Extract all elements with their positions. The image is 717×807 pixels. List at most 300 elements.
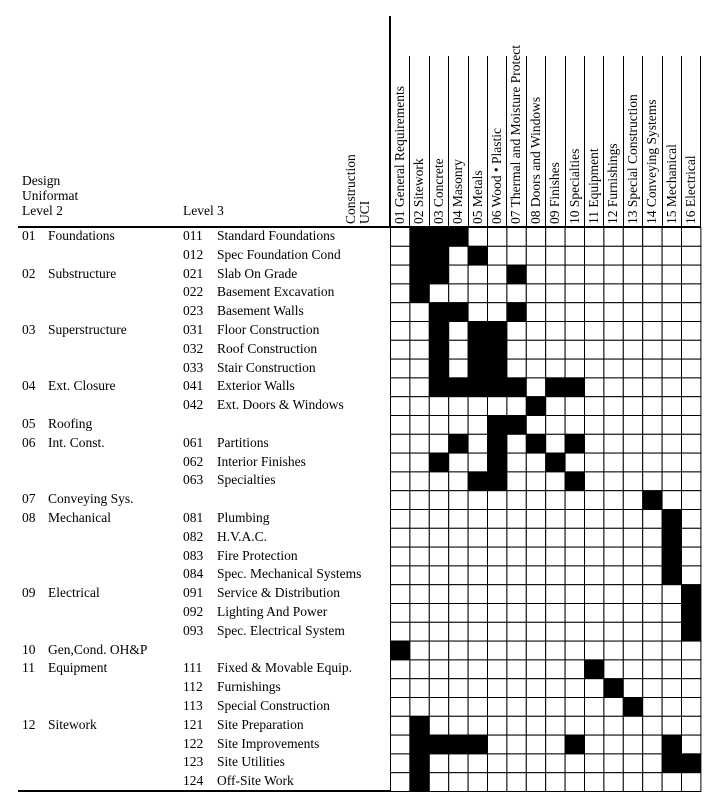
table-row bbox=[0, 377, 390, 396]
matrix-cell-empty bbox=[682, 322, 701, 341]
matrix-cell-empty bbox=[546, 416, 565, 435]
header-column-rule bbox=[506, 56, 507, 228]
matrix-cell-empty bbox=[585, 754, 604, 773]
matrix-cell-empty bbox=[682, 528, 701, 547]
matrix-cell-empty bbox=[507, 472, 526, 491]
matrix-cell-empty bbox=[488, 679, 507, 698]
matrix-cell-empty bbox=[507, 340, 526, 359]
matrix-cell-empty bbox=[546, 754, 565, 773]
matrix-cell-empty bbox=[526, 359, 545, 378]
matrix-cell-empty bbox=[526, 547, 545, 566]
matrix-cell-empty bbox=[488, 754, 507, 773]
matrix-cell-filled bbox=[623, 698, 642, 717]
matrix-cell-filled bbox=[410, 735, 429, 754]
matrix-cell-empty bbox=[604, 434, 623, 453]
matrix-cell-empty bbox=[682, 265, 701, 284]
matrix-cell-empty bbox=[623, 566, 642, 585]
matrix-cell-filled bbox=[429, 322, 448, 341]
matrix-cell-empty bbox=[662, 416, 681, 435]
matrix-cell-empty bbox=[546, 434, 565, 453]
matrix-cell-empty bbox=[585, 246, 604, 265]
matrix-cell-empty bbox=[526, 246, 545, 265]
header-column-rule bbox=[545, 56, 546, 228]
matrix-cell-empty bbox=[468, 566, 487, 585]
matrix-cell-empty bbox=[546, 735, 565, 754]
matrix-cell-empty bbox=[565, 284, 584, 303]
level2-name: Roofing bbox=[48, 416, 93, 431]
matrix-cell-empty bbox=[391, 265, 410, 284]
level3-code: 021 bbox=[183, 265, 204, 281]
level3-name: Special Construction bbox=[217, 698, 330, 713]
matrix-cell-empty bbox=[662, 265, 681, 284]
matrix-cell-empty bbox=[565, 754, 584, 773]
matrix-cell-filled bbox=[410, 228, 429, 247]
matrix-cell-empty bbox=[546, 566, 565, 585]
matrix-cell-empty bbox=[565, 416, 584, 435]
matrix-cell-filled bbox=[682, 622, 701, 641]
matrix-cell-empty bbox=[507, 716, 526, 735]
matrix-cell-empty bbox=[682, 228, 701, 247]
matrix-cell-filled bbox=[546, 378, 565, 397]
level3-code: 012 bbox=[183, 246, 204, 262]
matrix-cell-empty bbox=[391, 303, 410, 322]
table-row bbox=[0, 735, 390, 754]
level3-name: Spec. Mechanical Systems bbox=[217, 566, 362, 582]
matrix-cell-empty bbox=[643, 472, 662, 491]
matrix-cell-empty bbox=[662, 679, 681, 698]
matrix-cell-empty bbox=[682, 491, 701, 510]
matrix-cell-empty bbox=[623, 359, 642, 378]
matrix-cell-empty bbox=[662, 359, 681, 378]
matrix-cell-empty bbox=[623, 340, 642, 359]
matrix-cell-empty bbox=[526, 660, 545, 679]
matrix-cell-empty bbox=[565, 246, 584, 265]
matrix-cell-empty bbox=[604, 698, 623, 717]
column-header-9: 09 Finishes bbox=[547, 162, 563, 224]
matrix-cell-empty bbox=[526, 416, 545, 435]
matrix-cell-filled bbox=[468, 246, 487, 265]
matrix-cell-empty bbox=[565, 604, 584, 623]
matrix-cell-filled bbox=[488, 322, 507, 341]
matrix-cell-empty bbox=[468, 265, 487, 284]
matrix-cell-empty bbox=[643, 246, 662, 265]
level3-name: H.V.A.C. bbox=[217, 528, 268, 544]
level3-code: 081 bbox=[183, 510, 204, 525]
matrix-cell-empty bbox=[546, 604, 565, 623]
matrix-cell-empty bbox=[604, 585, 623, 604]
level3-name: Ext. Doors & Windows bbox=[217, 397, 344, 413]
matrix-cell-empty bbox=[565, 303, 584, 322]
matrix-cell-empty bbox=[488, 528, 507, 547]
matrix-cell-empty bbox=[449, 754, 468, 773]
header-column-rule bbox=[584, 56, 585, 228]
matrix-cell-empty bbox=[391, 510, 410, 529]
matrix-cell-empty bbox=[682, 716, 701, 735]
matrix-cell-empty bbox=[429, 566, 448, 585]
matrix-cell-empty bbox=[391, 716, 410, 735]
matrix-cell-empty bbox=[391, 359, 410, 378]
level2-name: Mechanical bbox=[48, 510, 111, 525]
matrix-cell-empty bbox=[546, 491, 565, 510]
matrix-cell-empty bbox=[623, 528, 642, 547]
matrix-cell-filled bbox=[410, 716, 429, 735]
matrix-cell-empty bbox=[585, 303, 604, 322]
matrix-cell-empty bbox=[604, 547, 623, 566]
table-row bbox=[0, 772, 390, 791]
header-column-rule bbox=[487, 56, 488, 228]
level3-name: Basement Walls bbox=[217, 303, 304, 319]
matrix-cell-empty bbox=[410, 359, 429, 378]
level3-code: 083 bbox=[183, 547, 204, 563]
matrix-cell-filled bbox=[449, 228, 468, 247]
matrix-cell-empty bbox=[488, 604, 507, 623]
level2-code: 01 bbox=[22, 228, 36, 243]
matrix-cell-empty bbox=[682, 679, 701, 698]
matrix-cell-empty bbox=[623, 284, 642, 303]
matrix-cell-filled bbox=[410, 754, 429, 773]
matrix-cell-empty bbox=[507, 434, 526, 453]
matrix-cell-empty bbox=[449, 641, 468, 660]
matrix-cell-empty bbox=[429, 698, 448, 717]
level3-code: 084 bbox=[183, 566, 204, 582]
matrix-cell-filled bbox=[526, 434, 545, 453]
header-column-rule bbox=[468, 56, 469, 228]
matrix-cell-empty bbox=[643, 566, 662, 585]
matrix-cell-empty bbox=[662, 491, 681, 510]
matrix-cell-filled bbox=[449, 303, 468, 322]
matrix-cell-empty bbox=[623, 491, 642, 510]
matrix-cell-filled bbox=[429, 735, 448, 754]
matrix-cell-empty bbox=[546, 359, 565, 378]
matrix-cell-empty bbox=[507, 660, 526, 679]
matrix-cell-empty bbox=[565, 322, 584, 341]
table-row bbox=[0, 471, 390, 490]
matrix-cell-empty bbox=[391, 528, 410, 547]
construction-uci-header bbox=[344, 154, 372, 224]
matrix-cell-empty bbox=[565, 622, 584, 641]
matrix-cell-filled bbox=[429, 359, 448, 378]
level3-name: Lighting And Power bbox=[217, 604, 328, 619]
matrix-cell-empty bbox=[468, 228, 487, 247]
matrix-cell-empty bbox=[662, 378, 681, 397]
level3-code: 031 bbox=[183, 322, 204, 337]
matrix-cell-empty bbox=[565, 698, 584, 717]
matrix-cell-filled bbox=[507, 378, 526, 397]
matrix-cell-empty bbox=[604, 472, 623, 491]
matrix-cell-empty bbox=[546, 660, 565, 679]
matrix-cell-empty bbox=[585, 735, 604, 754]
matrix-cell-empty bbox=[623, 585, 642, 604]
matrix-cell-empty bbox=[507, 322, 526, 341]
matrix-cell-empty bbox=[643, 453, 662, 472]
level3-name: Roof Construction bbox=[217, 340, 318, 356]
level3-name: Partitions bbox=[217, 434, 269, 450]
matrix-cell-empty bbox=[565, 528, 584, 547]
matrix-cell-empty bbox=[585, 566, 604, 585]
matrix-cell-empty bbox=[623, 604, 642, 623]
matrix-cell-empty bbox=[526, 340, 545, 359]
matrix-cell-empty bbox=[682, 698, 701, 717]
matrix-cell-empty bbox=[449, 340, 468, 359]
level3-code: 093 bbox=[183, 622, 204, 638]
matrix-cell-empty bbox=[643, 510, 662, 529]
matrix-cell-filled bbox=[585, 660, 604, 679]
matrix-cell-empty bbox=[429, 547, 448, 566]
matrix-cell-filled bbox=[488, 434, 507, 453]
matrix-cell-empty bbox=[526, 453, 545, 472]
matrix-cell-empty bbox=[662, 604, 681, 623]
level2-header-line-2: Uniformat bbox=[22, 188, 79, 203]
matrix-cell-empty bbox=[507, 585, 526, 604]
matrix-cell-empty bbox=[623, 641, 642, 660]
level3-code: 011 bbox=[183, 228, 203, 243]
matrix-cell-empty bbox=[429, 604, 448, 623]
level3-name: Slab On Grade bbox=[217, 265, 298, 281]
matrix-cell-empty bbox=[507, 679, 526, 698]
matrix-cell-empty bbox=[682, 472, 701, 491]
matrix-cell-empty bbox=[429, 679, 448, 698]
matrix-cell-filled bbox=[429, 303, 448, 322]
table-row bbox=[0, 509, 390, 528]
matrix-cell-empty bbox=[604, 397, 623, 416]
matrix-cell-empty bbox=[565, 679, 584, 698]
matrix-cell-filled bbox=[410, 246, 429, 265]
matrix-cell-empty bbox=[526, 585, 545, 604]
matrix-cell-empty bbox=[585, 397, 604, 416]
column-header-16: 16 Electrical bbox=[683, 155, 698, 224]
matrix-cell-empty bbox=[682, 378, 701, 397]
matrix-cell-empty bbox=[468, 491, 487, 510]
matrix-cell-empty bbox=[662, 585, 681, 604]
matrix-cell-filled bbox=[468, 340, 487, 359]
matrix-cell-empty bbox=[507, 735, 526, 754]
level3-code: 121 bbox=[183, 716, 204, 732]
matrix-cell-empty bbox=[526, 679, 545, 698]
matrix-cell-empty bbox=[449, 773, 468, 792]
table-row bbox=[0, 753, 390, 772]
matrix-cell-empty bbox=[429, 585, 448, 604]
matrix-cell-empty bbox=[526, 754, 545, 773]
matrix-cell-filled bbox=[488, 472, 507, 491]
matrix-cell-empty bbox=[391, 340, 410, 359]
matrix-cell-empty bbox=[546, 510, 565, 529]
level2-name: Int. Const. bbox=[48, 434, 105, 450]
matrix-cell-empty bbox=[643, 378, 662, 397]
matrix-cell-empty bbox=[391, 547, 410, 566]
column-header-14: 14 Conveying Systems bbox=[644, 99, 660, 224]
matrix-cell-empty bbox=[526, 303, 545, 322]
column-header-6: 06 Wood • Plastic bbox=[489, 127, 504, 224]
matrix-cell-filled bbox=[682, 585, 701, 604]
matrix-cell-empty bbox=[526, 566, 545, 585]
matrix-cell-empty bbox=[546, 472, 565, 491]
matrix-cell-empty bbox=[623, 453, 642, 472]
matrix-cell-empty bbox=[623, 397, 642, 416]
matrix-cell-empty bbox=[604, 265, 623, 284]
matrix-cell-empty bbox=[449, 547, 468, 566]
matrix-cell-empty bbox=[507, 397, 526, 416]
matrix-cell-empty bbox=[643, 528, 662, 547]
matrix-cell-empty bbox=[507, 453, 526, 472]
matrix-cell-empty bbox=[391, 754, 410, 773]
level3-name: Fixed & Movable Equip. bbox=[217, 660, 352, 676]
level3-name: Standard Foundations bbox=[217, 228, 336, 243]
matrix-cell-empty bbox=[468, 698, 487, 717]
matrix-cell-empty bbox=[682, 284, 701, 303]
matrix-cell-filled bbox=[565, 434, 584, 453]
matrix-cell-empty bbox=[391, 472, 410, 491]
matrix-cell-empty bbox=[546, 622, 565, 641]
level2-name: Conveying Sys. bbox=[48, 491, 134, 507]
level2-code: 05 bbox=[22, 416, 36, 431]
matrix-cell-empty bbox=[391, 416, 410, 435]
matrix-cell-empty bbox=[468, 660, 487, 679]
header-column-rule bbox=[623, 56, 624, 228]
level3-name: Service & Distribution bbox=[217, 585, 340, 601]
matrix-cell-filled bbox=[662, 754, 681, 773]
column-header-4: 04 Masonry bbox=[450, 159, 466, 224]
table-row bbox=[0, 603, 390, 622]
matrix-cell-empty bbox=[604, 453, 623, 472]
level2-code: 03 bbox=[22, 322, 36, 337]
matrix-cell-filled bbox=[391, 641, 410, 660]
matrix-cell-empty bbox=[449, 246, 468, 265]
matrix-cell-filled bbox=[488, 340, 507, 359]
matrix-cell-empty bbox=[623, 735, 642, 754]
table-row bbox=[0, 265, 390, 284]
matrix-cell-empty bbox=[488, 698, 507, 717]
matrix-cell-empty bbox=[546, 547, 565, 566]
level3-code: 063 bbox=[183, 472, 204, 488]
matrix-cell-empty bbox=[488, 547, 507, 566]
matrix-cell-empty bbox=[662, 397, 681, 416]
matrix-cell-empty bbox=[662, 453, 681, 472]
matrix-cell-empty bbox=[623, 510, 642, 529]
matrix-cell-empty bbox=[391, 491, 410, 510]
matrix-cell-empty bbox=[662, 340, 681, 359]
level2-code: 09 bbox=[22, 585, 36, 601]
matrix-cell-filled bbox=[429, 340, 448, 359]
matrix-cell-empty bbox=[468, 716, 487, 735]
matrix-cell-empty bbox=[585, 528, 604, 547]
matrix-cell-empty bbox=[585, 340, 604, 359]
matrix-cell-empty bbox=[546, 340, 565, 359]
matrix-cell-empty bbox=[449, 528, 468, 547]
level2-name: Equipment bbox=[48, 660, 108, 676]
table-row bbox=[0, 302, 390, 321]
header-column-rule bbox=[429, 56, 430, 228]
table-row bbox=[0, 716, 390, 735]
table-row bbox=[0, 396, 390, 415]
matrix-cell-empty bbox=[623, 660, 642, 679]
matrix-cell-empty bbox=[662, 716, 681, 735]
column-header-12: 12 Furnishings bbox=[605, 143, 621, 224]
level3-name: Plumbing bbox=[217, 510, 270, 525]
matrix-cell-empty bbox=[488, 566, 507, 585]
matrix-cell-empty bbox=[391, 378, 410, 397]
matrix-cell-empty bbox=[546, 397, 565, 416]
matrix-cell-empty bbox=[682, 359, 701, 378]
matrix-cell-empty bbox=[662, 303, 681, 322]
matrix-cell-empty bbox=[546, 303, 565, 322]
matrix-cell-empty bbox=[488, 716, 507, 735]
matrix-cell-empty bbox=[585, 716, 604, 735]
matrix-cell-empty bbox=[682, 416, 701, 435]
matrix-cell-empty bbox=[410, 453, 429, 472]
matrix-cell-empty bbox=[682, 340, 701, 359]
level3-code: 082 bbox=[183, 528, 204, 544]
matrix-cell-empty bbox=[565, 716, 584, 735]
matrix-cell-empty bbox=[507, 622, 526, 641]
construction-uci-line-2: UCI bbox=[357, 200, 372, 224]
matrix-cell-empty bbox=[526, 716, 545, 735]
matrix-cell-filled bbox=[468, 322, 487, 341]
matrix-cell-empty bbox=[604, 416, 623, 435]
matrix-cell-empty bbox=[488, 491, 507, 510]
matrix-cell-empty bbox=[429, 716, 448, 735]
matrix-cell-empty bbox=[449, 716, 468, 735]
matrix-cell-filled bbox=[449, 434, 468, 453]
matrix-cell-empty bbox=[410, 303, 429, 322]
level2-name: Electrical bbox=[48, 585, 100, 601]
level3-name: Site Utilities bbox=[217, 754, 285, 770]
matrix-cell-empty bbox=[682, 660, 701, 679]
level3-name: Off-Site Work bbox=[217, 773, 294, 789]
matrix-cell-filled bbox=[507, 416, 526, 435]
table-row bbox=[0, 490, 390, 509]
matrix-cell-filled bbox=[429, 453, 448, 472]
matrix-cell-empty bbox=[488, 622, 507, 641]
matrix-cell-empty bbox=[662, 622, 681, 641]
matrix-cell-empty bbox=[449, 698, 468, 717]
header-column-rule bbox=[565, 56, 566, 228]
matrix-cell-filled bbox=[662, 528, 681, 547]
table-row bbox=[0, 697, 390, 716]
matrix-cell-empty bbox=[604, 340, 623, 359]
matrix-cell-empty bbox=[662, 228, 681, 247]
matrix-cell-empty bbox=[643, 416, 662, 435]
matrix-cell-empty bbox=[507, 510, 526, 529]
matrix-cell-empty bbox=[546, 641, 565, 660]
matrix-cell-empty bbox=[565, 340, 584, 359]
matrix-cell-empty bbox=[526, 528, 545, 547]
matrix-cell-filled bbox=[488, 416, 507, 435]
matrix-cell-empty bbox=[604, 528, 623, 547]
matrix-cell-empty bbox=[604, 284, 623, 303]
table-row bbox=[0, 565, 390, 584]
matrix-cell-empty bbox=[585, 265, 604, 284]
matrix-cell-empty bbox=[449, 679, 468, 698]
level2-name: Substructure bbox=[48, 265, 117, 281]
matrix-cell-empty bbox=[565, 453, 584, 472]
matrix-cell-empty bbox=[565, 397, 584, 416]
matrix-cell-empty bbox=[507, 528, 526, 547]
level3-name: Basement Excavation bbox=[217, 284, 335, 300]
matrix-cell-empty bbox=[429, 622, 448, 641]
matrix-cell-filled bbox=[526, 397, 545, 416]
table-row bbox=[0, 283, 390, 302]
matrix-cell-filled bbox=[662, 735, 681, 754]
matrix-cell-empty bbox=[468, 416, 487, 435]
matrix-cell-filled bbox=[410, 773, 429, 792]
matrix-cell-empty bbox=[643, 284, 662, 303]
matrix-cell-empty bbox=[623, 303, 642, 322]
matrix-cell-empty bbox=[682, 303, 701, 322]
matrix-cell-empty bbox=[604, 246, 623, 265]
matrix-cell-empty bbox=[682, 510, 701, 529]
level3-code: 122 bbox=[183, 735, 204, 751]
matrix-cell-empty bbox=[643, 547, 662, 566]
